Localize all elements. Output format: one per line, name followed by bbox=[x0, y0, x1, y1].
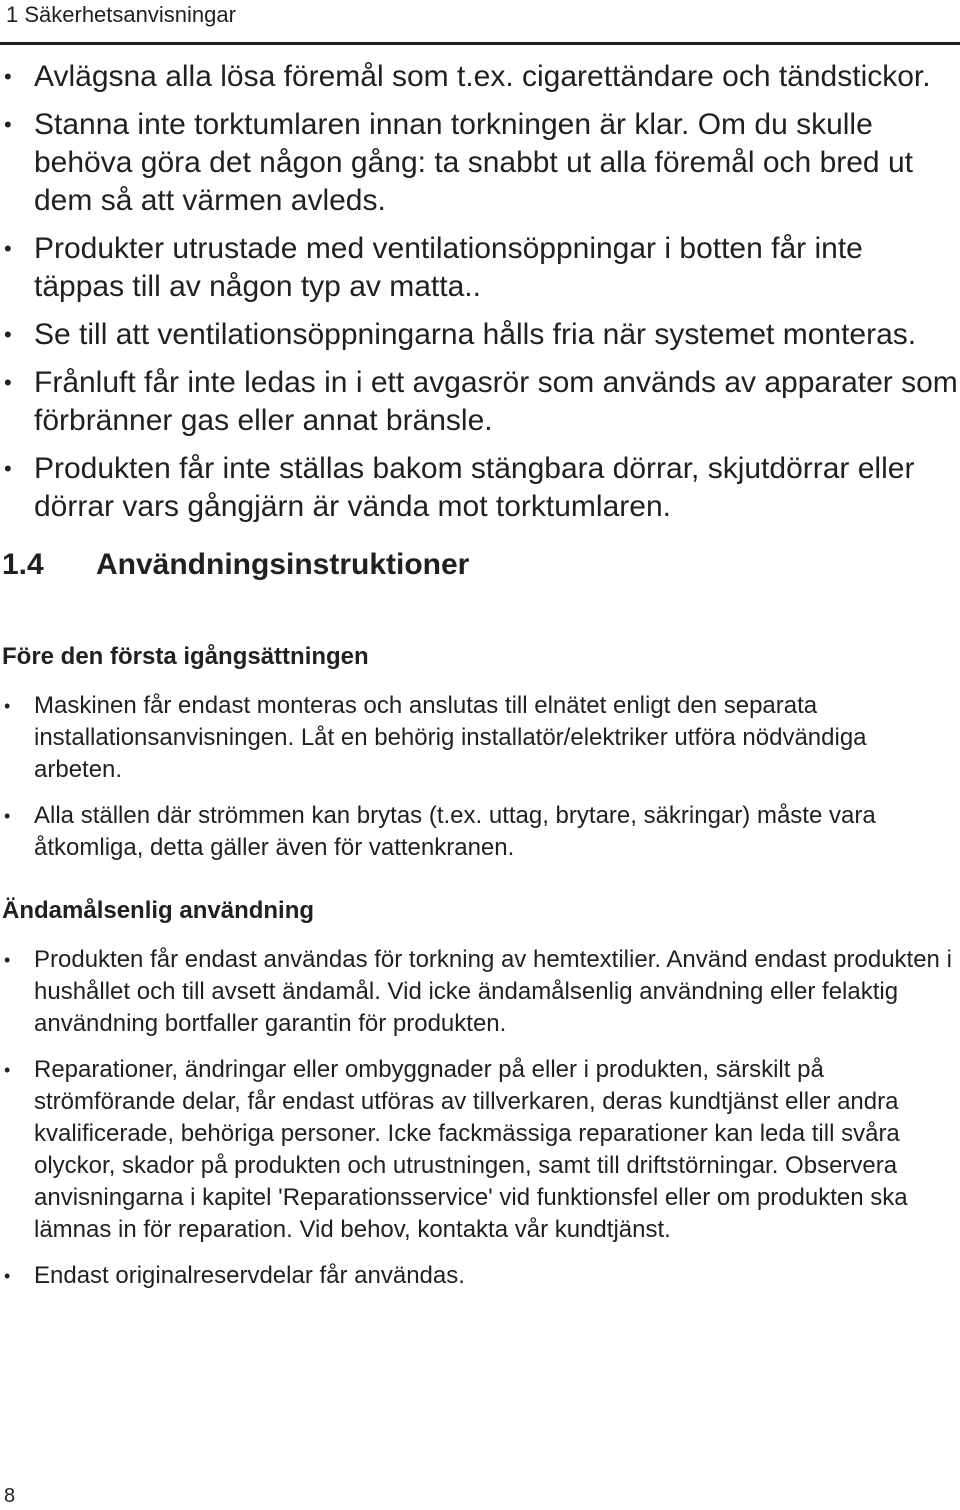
list-item: • Avlägsna alla lösa föremål som t.ex. cigarettändare och tändstickor. bbox=[0, 58, 960, 96]
list-item: • Endast originalreservdelar får användas. bbox=[0, 1260, 960, 1292]
list-item: • Maskinen får endast monteras och anslutas till elnätet enligt den separata installationsanvisningen. Låt en behörig installatör/elektriker utföra nödvändiga arbeten. bbox=[0, 690, 960, 786]
list-item: • Produkten får inte ställas bakom stängbara dörrar, skjutdörrar eller dörrar vars gångjärn är vända mot torktumlaren. bbox=[0, 450, 960, 526]
intended-use-list bbox=[0, 944, 960, 1292]
running-header: 1 Säkerhetsanvisningar bbox=[6, 2, 236, 27]
header-rule bbox=[0, 42, 960, 45]
section-title: Användningsinstruktioner bbox=[96, 548, 470, 581]
list-item: • Produkten får endast användas för torkning av hemtextilier. Använd endast produkten i hushållet och till avsett ändamål. Vid icke ändamålsenlig användning eller felaktig användning bortfaller garantin för produkten. bbox=[0, 944, 960, 1040]
list-item: • Frånluft får inte ledas in i ett avgasrör som används av apparater som förbränner gas eller annat bränsle. bbox=[0, 364, 960, 440]
page-content bbox=[0, 58, 960, 1306]
list-item: • Produkter utrustade med ventilationsöppningar i botten får inte täppas till av någon typ av matta.. bbox=[0, 230, 960, 306]
list-item: • Se till att ventilationsöppningarna hålls fria när systemet monteras. bbox=[0, 316, 960, 354]
list-item: • Reparationer, ändringar eller ombyggnader på eller i produkten, särskilt på strömförande delar, får endast utföras av tillverkaren, deras kundtjänst eller andra kvalificerade, behöriga personer. Icke fackmässiga reparationer kan leda till svåra olyckor, skador på produkten och utrustningen, samt till driftstörningar. Observera anvisningarna i kapitel 'Reparationsservice' vid funktionsfel eller om produkten ska lämnas in för reparation. Vid behov, kontakta vår kundtjänst. bbox=[0, 1054, 960, 1246]
section-number: 1.4 bbox=[2, 548, 44, 581]
before-first-use-list bbox=[0, 690, 960, 864]
page-number: 8 bbox=[4, 1485, 16, 1507]
subheading-intended-use: Ändamålsenlig användning bbox=[2, 897, 315, 924]
list-item: • Stanna inte torktumlaren innan torkningen är klar. Om du skulle behöva göra det någon gång: ta snabbt ut alla föremål och bred ut dem så att värmen avleds. bbox=[0, 106, 960, 220]
subheading-before-first-use: Före den första igångsättningen bbox=[2, 643, 369, 670]
list-item: • Alla ställen där strömmen kan brytas (t.ex. uttag, brytare, säkringar) måste vara åtkomliga, detta gäller även för vattenkranen. bbox=[0, 800, 960, 864]
section-heading bbox=[2, 546, 960, 584]
safety-list bbox=[0, 58, 960, 526]
